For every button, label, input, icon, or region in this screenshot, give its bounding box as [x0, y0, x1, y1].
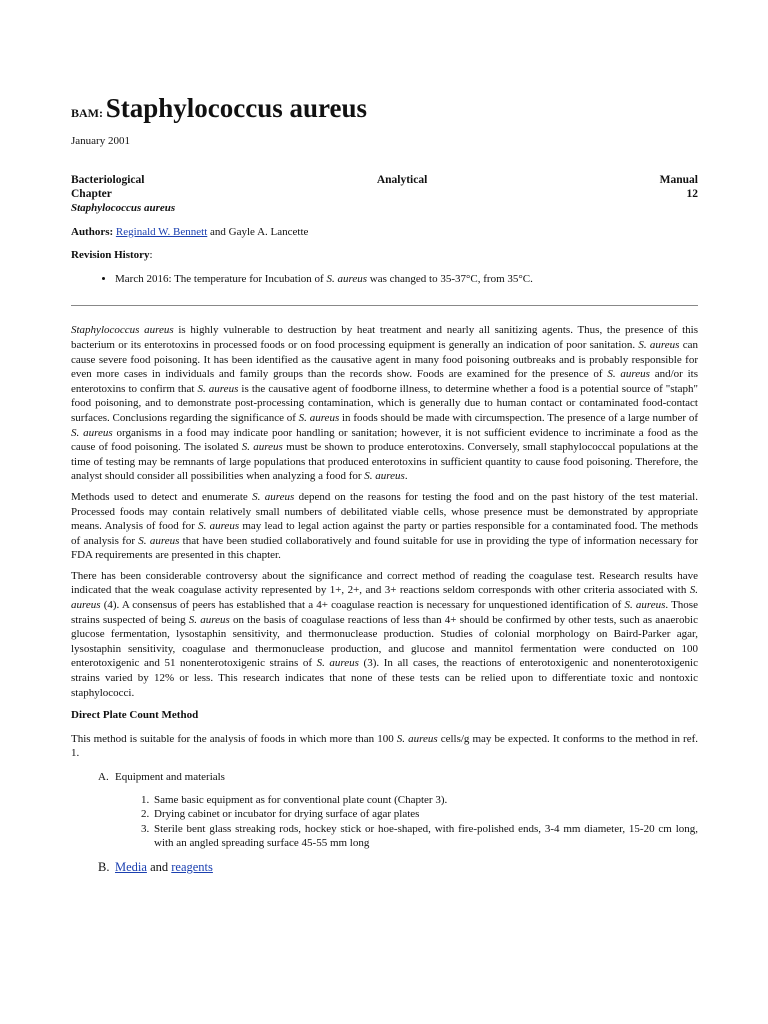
outline-item-b: B. Media and reagents	[98, 859, 213, 874]
paragraph-text: . Those strains suspected of being	[71, 599, 698, 626]
list-item: 1. Same basic equipment as for conventional plate count (Chapter 3).	[141, 793, 448, 806]
italic-term: S. aureus	[638, 338, 680, 351]
media-link[interactable]: Media	[115, 859, 147, 874]
italic-term: S. aureus	[298, 411, 340, 424]
publication-date: January 2001	[71, 135, 130, 147]
italic-term: S. aureus	[71, 426, 113, 439]
italic-term: S. aureus	[624, 599, 666, 612]
italic-term: S. aureus	[197, 382, 239, 395]
manual-right: Manual	[659, 173, 698, 186]
italic-term: S. aureus	[138, 534, 180, 547]
italic-term: S. aureus	[364, 470, 405, 483]
paragraph-text: and/or its enterotoxins to confirm that	[71, 368, 698, 395]
outline-marker-a: A.	[98, 771, 109, 783]
paragraph-text: must be shown to produce enterotoxins. Conversely, small staphylococcal populations at the time of testing may be remnants of large populations that produced enterotoxins in sufficient quantity to cause food poisoning. Therefore, the analyst should consider all possibilities when analyzing a food for	[71, 441, 698, 483]
outline-item-a	[98, 770, 698, 785]
chapter-number: 12	[686, 187, 698, 200]
document-content	[71, 92, 698, 875]
authors-joiner: and	[207, 225, 229, 238]
paragraph-text: (4). A consensus of peers has established that a 4+ coagulase reaction is necessary for unquestioned identification of	[100, 599, 625, 612]
paragraph-text: (3). In all cases, the reactions of enterotoxigenic and nonenterotoxigenic strains varied by 12% or less. This research indicates that none of these tests can be relied upon to differentiate toxic and nontoxic staphylococci.	[71, 657, 698, 699]
section-divider	[71, 305, 698, 306]
paragraph-text: depend on the reasons for testing the food and on the past history of the test material. Processed foods may contain relatively small numbers of debilitated viable cells, whose presence must be demonstrated by appropriate means. Analysis of food for	[71, 490, 698, 533]
chapter-label: Chapter	[71, 187, 112, 200]
italic-term: S. aureus	[198, 520, 240, 533]
chapter-subtitle: Staphylococcus aureus	[71, 201, 176, 214]
paragraph-text: .	[404, 470, 408, 483]
authors-label: Authors:	[71, 225, 114, 238]
authors-line	[71, 225, 698, 240]
paragraph-text: may lead to legal action against the party or parties responsible for a contaminated food. The methods of analysis for	[71, 520, 698, 547]
italic-term: S. aureus	[241, 441, 283, 454]
manual-left: Bacteriological	[71, 173, 145, 186]
paragraph-text: in foods should be made with circumspection. The presence of a large number of	[339, 411, 698, 424]
equipment-list	[71, 793, 698, 851]
italic-term: S. aureus	[188, 613, 230, 626]
reagents-link[interactable]: reagents	[171, 859, 213, 874]
title-prefix: BAM:	[71, 106, 103, 120]
chapter-line	[71, 187, 698, 201]
outline-marker-b: B.	[98, 859, 110, 874]
list-item: 3. Sterile bent glass streaking rods, hockey stick or hoe-shaped, with fire-polished ends, 3-4 mm diameter, 15-20 cm long, with an angled spreading surface 45-55 mm long	[141, 822, 698, 850]
page-title	[71, 92, 698, 124]
list-item: 2. Drying cabinet or incubator for drying surface of agar plates	[141, 808, 420, 821]
manual-center: Analytical	[376, 173, 428, 186]
revision-item: • March 2016: The temperature for Incubation of S. aureus was changed to 35-37°C, from 35°C.	[115, 272, 698, 287]
title-main: Staphylococcus aureus	[105, 93, 368, 123]
paragraph-text: is the causative agent of foodborne illness, to determine whether a food is a potential source of "staph" food poisoning, and to demonstrate post-processing contamination, which is generally due to human contact or contaminated food-contact surfaces. Conclusions regarding the significance of	[71, 382, 699, 424]
paragraph-methods	[71, 490, 698, 563]
italic-term: S. aureus	[316, 657, 359, 670]
paragraph-text: is highly vulnerable to destruction by heat treatment and nearly all sanitizing agents. Thus, the presence of this bacterium or its enterotoxins in processed foods or on food processing equipment is generally an indication of poor sanitation.	[71, 324, 698, 351]
italic-term: Staphylococcus aureus	[71, 324, 174, 337]
paragraph-text: that have been studied collaboratively and found suitable for use in providing the type of information necessary for FDA requirements are presented in this chapter.	[71, 534, 698, 562]
author-lancette: Gayle A. Lancette	[228, 225, 309, 238]
paragraph-text: on the basis of coagulase reactions of less than 4+ should be confirmed by other tests, such as anaerobic glucose fermentation, lysostaphin sensitivity, and thermonuclease production. Studies of colonial morphology on Baird-Parker agar, lysostaphin sensitivity, coagulase and thermonuclease production, and glucose and mannitol fermentation were conducted on 100 enterotoxigenic and 51 nonenterotoxigenic strains of	[71, 613, 698, 670]
procedure-outline-b	[71, 860, 698, 875]
paragraph-text: can cause severe food poisoning. It has been identified as the causative agent in many food poisoning outbreaks and is probably responsible for even more cases in individuals and family groups than the records show. Foods are examined for the presence of	[71, 338, 698, 381]
italic-term: S. aureus	[607, 368, 650, 381]
paragraph-coagulase	[71, 569, 698, 700]
paragraph-text: Methods used to detect and enumerate	[71, 490, 253, 503]
revision-history-list	[71, 272, 698, 287]
manual-line	[71, 173, 698, 187]
italic-term: S. aureus	[71, 584, 698, 612]
italic-term: S. aureus	[252, 490, 295, 503]
revision-history-heading: Revision History:	[71, 249, 153, 262]
section-heading-direct-plate: Direct Plate Count Method	[71, 709, 199, 722]
paragraph-introduction	[71, 323, 698, 484]
paragraph-direct-plate-intro: This method is suitable for the analysis of foods in which more than 100 S. aureus cells/g may be expected. It conforms to the method in ref. 1.	[71, 732, 699, 760]
procedure-outline	[71, 770, 698, 785]
paragraph-text: There has been considerable controversy about the significance and correct method of reading the coagulase test. Research results have indicated that the weak coagulase activity represented by 1+, 2+, and 3+ reactions seldom corresponds with other criteria associated with	[71, 569, 698, 597]
paragraph-text: organisms in a food may indicate poor handling or sanitation; however, it is not sufficient evidence to incriminate a food as the cause of food poisoning. The isolated	[71, 426, 698, 454]
author-link-bennett[interactable]: Reginald W. Bennett	[115, 225, 208, 238]
outline-label-a: Equipment and materials	[115, 771, 225, 783]
